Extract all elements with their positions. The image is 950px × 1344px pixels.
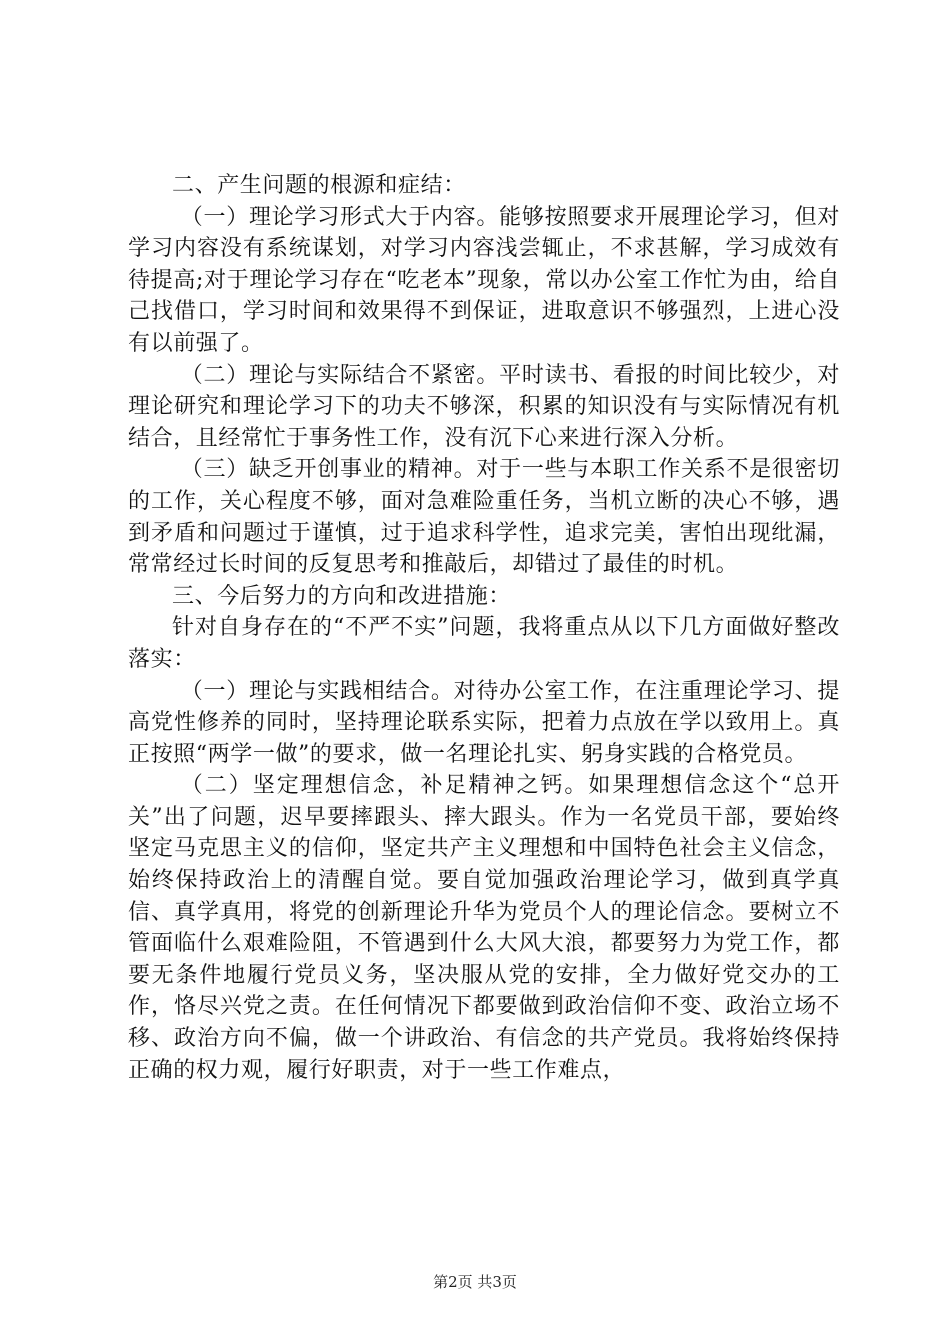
section-heading-improvement-measures: 三、今后努力的方向和改进措施： <box>172 583 512 609</box>
paragraph-firm-ideals: （二）坚定理想信念，补足精神之钙。如果理想信念这个“总开关”出了问题，迟早要摔跟头、摔大跟头。作为一名党员干部，要始终坚定马克思主义的信仰，坚定共产主义理想和中国特色社会主义信念，始终保持政治上的清醒自觉。要自觉加强政治理论学习，做到真学真信、真学真用，将党的创新理论升华为党员个人的理论信念。要树立不管面临什么艰难险阻，不管遇到什么大风大浪，都要努力为党工作，都要无条件地履行党员义务，坚决服从党的安排，全力做好党交办的工作，恪尽兴党之责。在任何情况下都要做到政治信仰不变、政治立场不移、政治方向不偏，做一个讲政治、有信念的共产党员。我将始终保持正确的权力观，履行好职责，对于一些工作难点， <box>128 773 840 1083</box>
paragraph-theory-practice-combine: （一）理论与实践相结合。对待办公室工作，在注重理论学习、提高党性修养的同时，坚持理论联系实际，把着力点放在学以致用上。真正按照“两学一做”的要求，做一名理论扎实、躬身实践的合格党员。 <box>128 678 840 767</box>
paragraph-lack-of-pioneering: （三）缺乏开创事业的精神。对于一些与本职工作关系不是很密切的工作，关心程度不够，面对急难险重任务，当机立断的决心不够，遇到矛盾和问题过于谨慎，过于追求科学性，追求完美，害怕出现纰漏，常常经过长时间的反复思考和推敲后，却错过了最佳的时机。 <box>128 457 840 578</box>
paragraph-theory-form-over-content: （一）理论学习形式大于内容。能够按照要求开展理论学习，但对学习内容没有系统谋划，对学习内容浅尝辄止，不求甚解，学习成效有待提高;对于理论学习存在“吃老本”现象，常以办公室工作忙为由，给自己找借口，学习时间和效果得不到保证，进取意识不够强烈，上进心没有以前强了。 <box>128 204 840 356</box>
paragraph-rectification-intro: 针对自身存在的“不严不实”问题，我将重点从以下几方面做好整改落实： <box>128 615 840 672</box>
document-body <box>128 170 840 1086</box>
page-footer: 第2页 共3页 <box>433 1273 517 1291</box>
paragraph-theory-practice-gap: （二）理论与实际结合不紧密。平时读书、看报的时间比较少，对理论研究和理论学习下的功夫不够深，积累的知识没有与实际情况有机结合，且经常忙于事务性工作，没有沉下心来进行深入分析。 <box>128 362 840 451</box>
section-heading-root-causes: 二、产生问题的根源和症结： <box>172 173 466 198</box>
